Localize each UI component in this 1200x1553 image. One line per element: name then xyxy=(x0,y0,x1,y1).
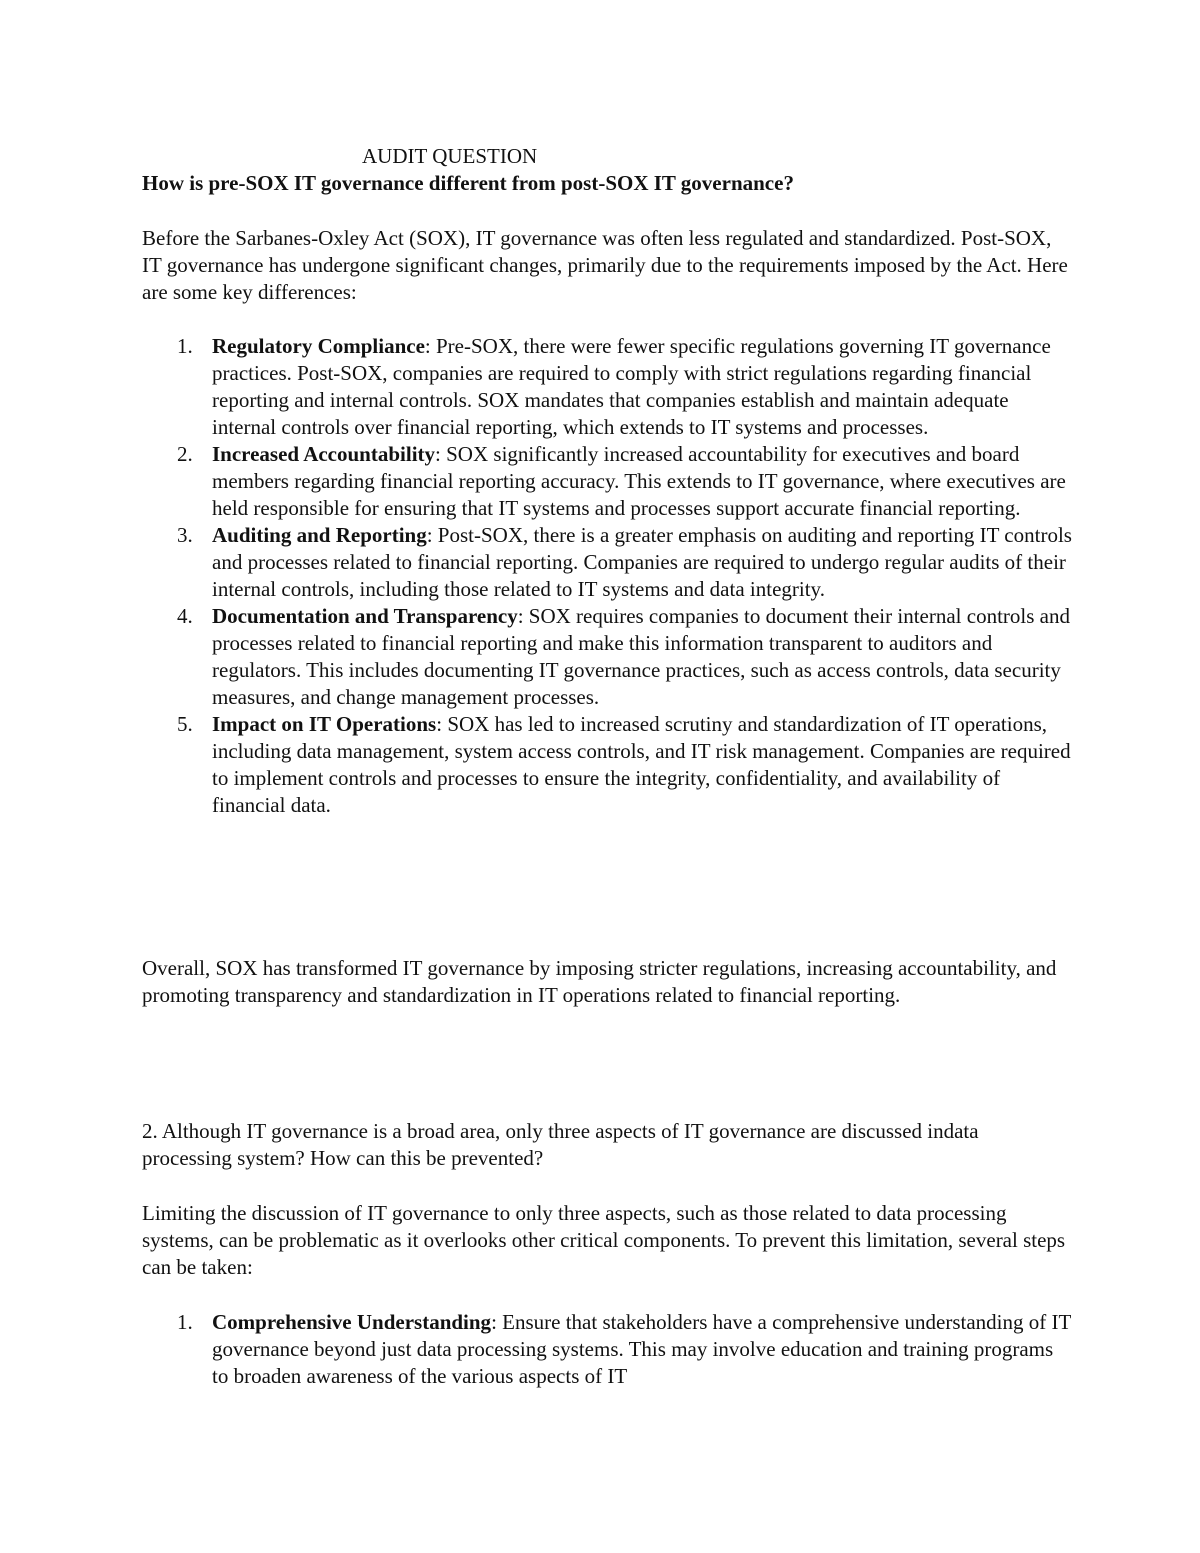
list-text: : Post-SOX, there is a greater emphasis on auditing and reporting IT controls and processes related to financial reporting. Companies are required to undergo regular audits of their internal controls, including those related to IT systems and data integrity. xyxy=(212,523,1072,601)
question-1-title: How is pre-SOX IT governance different from post-SOX IT governance? xyxy=(142,171,794,195)
list-term: Auditing and Reporting xyxy=(212,523,427,547)
list-item xyxy=(142,1309,1072,1390)
list-item xyxy=(142,441,1072,522)
list-item xyxy=(142,711,1072,819)
list-number: 1. xyxy=(177,334,193,358)
list-item xyxy=(142,333,1072,441)
document-heading: AUDIT QUESTION xyxy=(362,144,538,168)
list-number: 3. xyxy=(177,523,193,547)
list-term: Comprehensive Understanding xyxy=(212,1310,492,1334)
question-1-conclusion: Overall, SOX has transformed IT governance by imposing stricter regulations, increasing accountability, and promoting transparency and standardization in IT operations related to financial reporting. xyxy=(142,956,1057,1007)
list-number: 4. xyxy=(177,604,193,628)
question-2-list xyxy=(142,1309,1072,1390)
list-term: Regulatory Compliance xyxy=(212,334,425,358)
question-2-title: 2. Although IT governance is a broad area, only three aspects of IT governance are discussed indata processing system? How can this be prevented? xyxy=(142,1119,979,1170)
list-term: Documentation and Transparency xyxy=(212,604,518,628)
list-text: : Pre-SOX, there were fewer specific regulations governing IT governance practices. Post-SOX, companies are required to comply with strict regulations regarding financial reporting and internal controls. SOX mandates that companies establish and maintain adequate internal controls over financial reporting, which extends to IT systems and processes. xyxy=(212,334,1051,439)
list-item xyxy=(142,603,1072,711)
list-text: : SOX has led to increased scrutiny and standardization of IT operations, including data management, system access controls, and IT risk management. Companies are required to implement controls and processes to ensure the integrity, confidentiality, and availability of financial data. xyxy=(212,712,1071,817)
list-number: 2. xyxy=(177,442,193,466)
list-term: Impact on IT Operations xyxy=(212,712,437,736)
list-text: : Ensure that stakeholders have a comprehensive understanding of IT governance beyond just data processing systems. This may involve education and training programs to broaden awareness of the various aspects of IT xyxy=(212,1310,1071,1388)
question-1-list xyxy=(142,333,1072,819)
question-2-intro: Limiting the discussion of IT governance to only three aspects, such as those related to data processing systems, can be problematic as it overlooks other critical components. To prevent this limitation, several steps can be taken: xyxy=(142,1201,1066,1279)
question-1-intro: Before the Sarbanes-Oxley Act (SOX), IT governance was often less regulated and standardized. Post-SOX, IT governance has undergone significant changes, primarily due to the requirements imposed by the Act. Here are some key differences: xyxy=(142,226,1068,304)
list-number: 1. xyxy=(177,1310,193,1334)
list-item xyxy=(142,522,1072,603)
list-text: : SOX significantly increased accountability for executives and board members regarding financial reporting accuracy. This extends to IT governance, where executives are held responsible for ensuring that IT systems and processes support accurate financial reporting. xyxy=(212,442,1066,520)
list-text: : SOX requires companies to document their internal controls and processes related to financial reporting and make this information transparent to auditors and regulators. This includes documenting IT governance practices, such as access controls, data security measures, and change management processes. xyxy=(212,604,1070,709)
list-term: Increased Accountability xyxy=(212,442,436,466)
list-number: 5. xyxy=(177,712,193,736)
